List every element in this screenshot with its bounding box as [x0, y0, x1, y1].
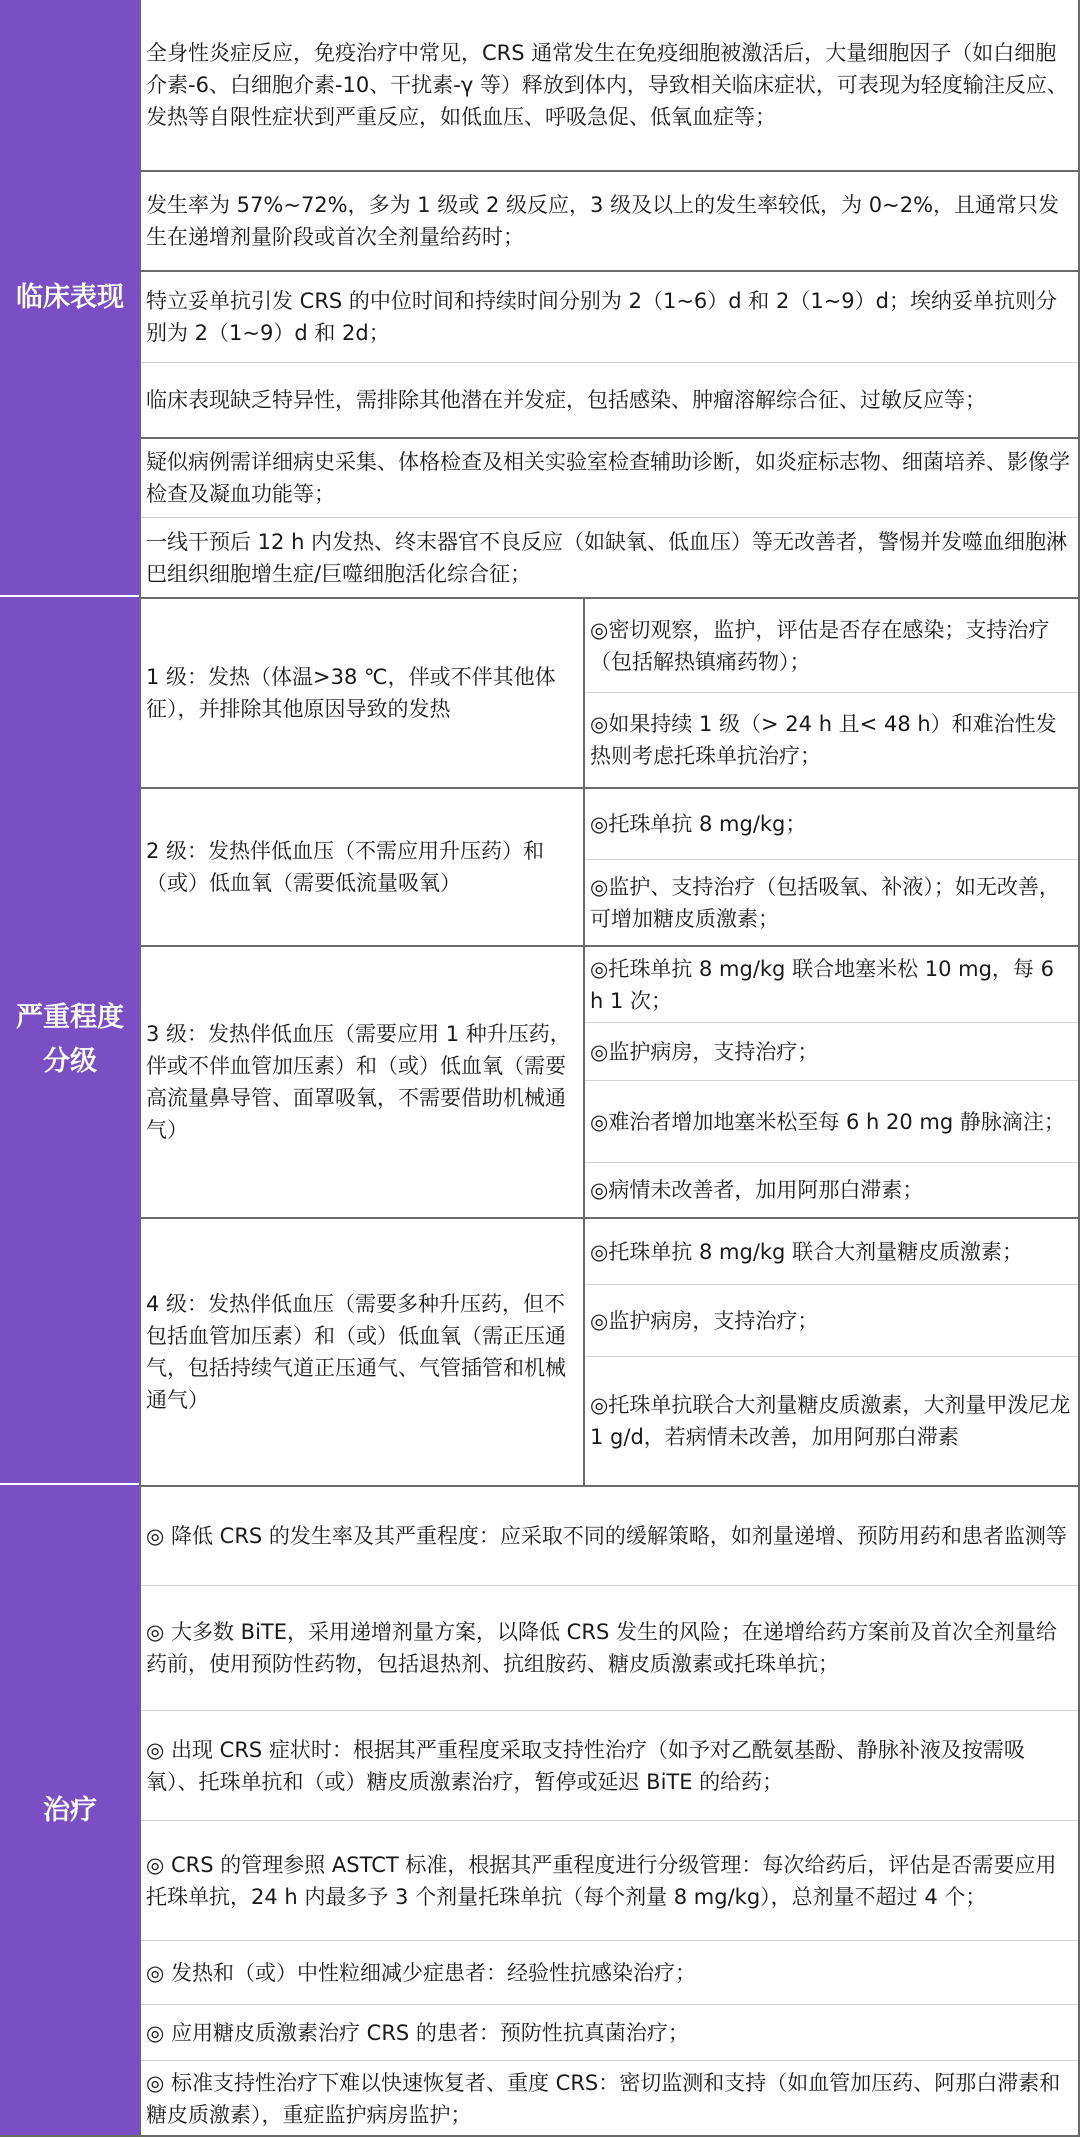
clinical-item-6: 一线干预后 12 h 内发热、终末器官不良反应（如缺氧、低血压）等无改善者，警惕并发噬血细胞淋巴组织细胞增生症/巨噬细胞活化综合征； — [140, 517, 1080, 597]
grade-3-action-4: ◎病情未改善者，加用阿那白滞素； — [584, 1162, 1080, 1217]
section-header-grading: 严重程度分级 — [0, 597, 140, 1485]
grade-1-action-2: ◎如果持续 1 级（> 24 h 且< 48 h）和难治性发热则考虑托珠单抗治疗； — [584, 692, 1080, 787]
section-header-treatment: 治疗 — [0, 1485, 140, 2137]
grade-4-action-1: ◎托珠单抗 8 mg/kg 联合大剂量糖皮质激素； — [584, 1217, 1080, 1284]
clinical-item-3: 特立妥单抗引发 CRS 的中位时间和持续时间分别为 2（1~6）d 和 2（1~9）d；埃纳妥单抗则分别为 2（1~9）d 和 2d； — [140, 270, 1080, 362]
grade-4-action-3: ◎托珠单抗联合大剂量糖皮质激素，大剂量甲泼尼龙 1 g/d，若病情未改善，加用阿那白滞素 — [584, 1356, 1080, 1485]
clinical-item-2: 发生率为 57%~72%，多为 1 级或 2 级反应，3 级及以上的发生率较低，为 0~2%，且通常只发生在递增剂量阶段或首次全剂量给药时； — [140, 170, 1080, 270]
treatment-item-5: ◎ 发热和（或）中性粒细减少症患者：经验性抗感染治疗； — [140, 1940, 1080, 2004]
grade-1-description: 1 级：发热（体温>38 ℃，伴或不伴其他体征），并排除其他原因导致的发热 — [140, 597, 584, 787]
grade-3-description: 3 级：发热伴低血压（需要应用 1 种升压药，伴或不伴血管加压素）和（或）低血氧（需要高流量鼻导管、面罩吸氧，不需要借助机械通气） — [140, 945, 584, 1217]
grade-2-action-2: ◎监护、支持治疗（包括吸氧、补液）；如无改善，可增加糖皮质激素； — [584, 859, 1080, 945]
clinical-item-4: 临床表现缺乏特异性，需排除其他潜在并发症，包括感染、肿瘤溶解综合征、过敏反应等； — [140, 362, 1080, 437]
grade-2-description: 2 级：发热伴低血压（不需应用升压药）和（或）低血氧（需要低流量吸氧） — [140, 787, 584, 945]
grade-3-action-2: ◎监护病房，支持治疗； — [584, 1022, 1080, 1080]
grade-1-action-1: ◎密切观察，监护，评估是否存在感染；支持治疗（包括解热镇痛药物）； — [584, 597, 1080, 692]
treatment-item-7: ◎ 标准支持性治疗下难以快速恢复者、重度 CRS：密切监测和支持（如血管加压药、阿那白滞素和糖皮质激素），重症监护病房监护； — [140, 2060, 1080, 2137]
treatment-item-4: ◎ CRS 的管理参照 ASTCT 标准，根据其严重程度进行分级管理：每次给药后，评估是否需要应用托珠单抗，24 h 内最多予 3 个剂量托珠单抗（每个剂量 8 mg/kg），总剂量不超过 4 个； — [140, 1820, 1080, 1940]
column-divider-grading — [583, 597, 585, 1485]
treatment-item-6: ◎ 应用糖皮质激素治疗 CRS 的患者：预防性抗真菌治疗； — [140, 2004, 1080, 2060]
section-header-clinical: 临床表现 — [0, 0, 140, 597]
clinical-item-5: 疑似病例需详细病史采集、体格检查及相关实验室检查辅助诊断，如炎症标志物、细菌培养、影像学检查及凝血功能等； — [140, 437, 1080, 517]
grade-4-action-2: ◎监护病房，支持治疗； — [584, 1284, 1080, 1356]
grade-2-action-1: ◎托珠单抗 8 mg/kg； — [584, 787, 1080, 859]
grade-4-description: 4 级：发热伴低血压（需要多种升压药，但不包括血管加压素）和（或）低血氧（需正压通气，包括持续气道正压通气、气管插管和机械通气） — [140, 1217, 584, 1485]
treatment-item-1: ◎ 降低 CRS 的发生率及其严重程度：应采取不同的缓解策略，如剂量递增、预防用药和患者监测等 — [140, 1485, 1080, 1585]
treatment-item-3: ◎ 出现 CRS 症状时：根据其严重程度采取支持性治疗（如予对乙酰氨基酚、静脉补液及按需吸氧）、托珠单抗和（或）糖皮质激素治疗，暂停或延迟 BiTE 的给药； — [140, 1710, 1080, 1820]
treatment-item-2: ◎ 大多数 BiTE，采用递增剂量方案，以降低 CRS 发生的风险；在递增给药方案前及首次全剂量给药前，使用预防性药物，包括退热剂、抗组胺药、糖皮质激素或托珠单抗； — [140, 1585, 1080, 1710]
grade-3-action-1: ◎托珠单抗 8 mg/kg 联合地塞米松 10 mg，每 6 h 1 次； — [584, 945, 1080, 1022]
clinical-item-1: 全身性炎症反应，免疫治疗中常见，CRS 通常发生在免疫细胞被激活后，大量细胞因子（如白细胞介素-6、白细胞介素-10、干扰素-γ 等）释放到体内，导致相关临床症状，可表现为轻度输注反应、发热等自限性症状到严重反应，如低血压、呼吸急促、低氧血症等； — [146, 41, 1068, 129]
column-divider-main — [139, 0, 141, 2137]
grade-3-action-3: ◎难治者增加地塞米松至每 6 h 20 mg 静脉滴注； — [584, 1080, 1080, 1162]
